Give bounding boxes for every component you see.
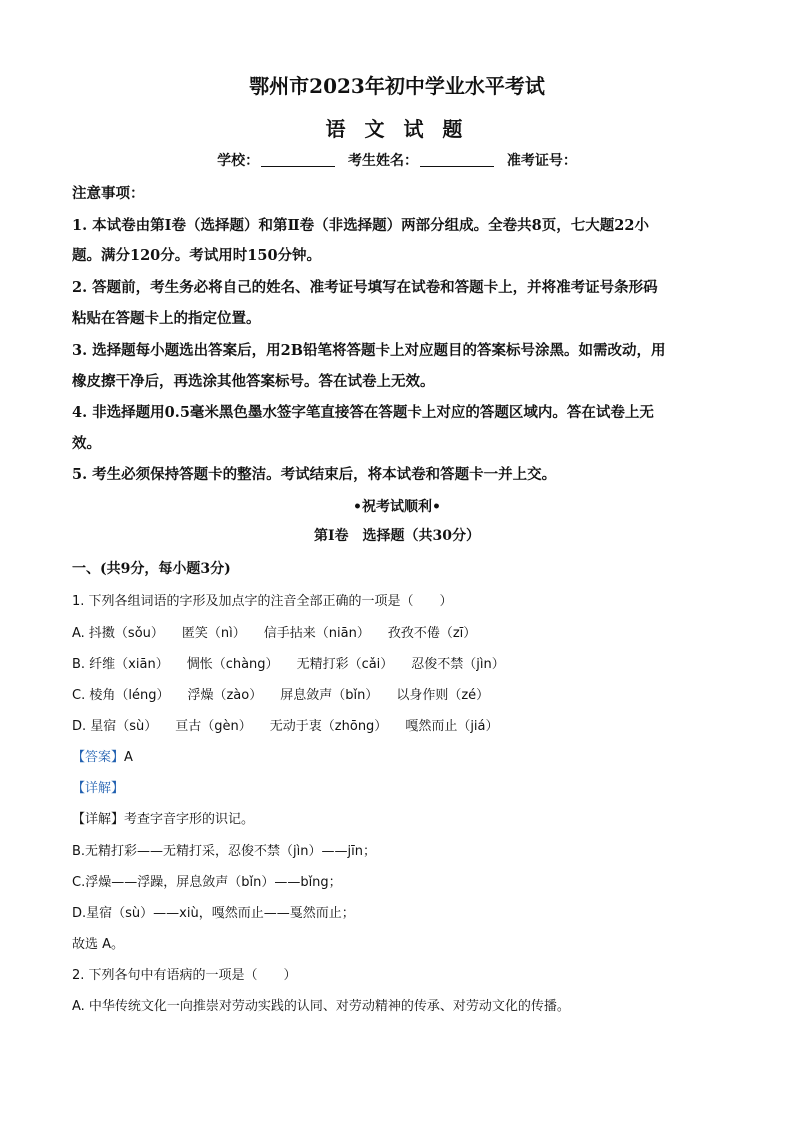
answer-tag: 【答案】 xyxy=(72,750,125,765)
question-2-stem: 2. 下列各句中有语病的一项是（ ） xyxy=(72,968,297,983)
detail-line: C.浮燥——浮躁，屏息敛声（bǐn）——bǐng； xyxy=(72,875,342,890)
option-word: 以身作则（zé） xyxy=(396,688,490,703)
part-one-heading: 一、(共9分，每小题3分) xyxy=(72,561,231,577)
school-label: 学校： xyxy=(217,153,260,169)
question-1-stem: 1. 下列各组词语的字形及加点字的注音全部正确的一项是（ ） xyxy=(72,594,453,609)
notice-line: 橡皮擦干净后，再选涂其他答案标号。答在试卷上无效。 xyxy=(72,373,435,390)
option-word: 无动于衷（zhōng） xyxy=(269,719,388,734)
notice-line: 粘贴在答题卡上的指定位置。 xyxy=(72,310,261,327)
option-word: 信手拈来（niān） xyxy=(263,626,370,641)
option-word: 嘎然而止（jiá） xyxy=(405,719,499,734)
detail-line: 【详解】考查字音字形的识记。 xyxy=(72,812,255,827)
notice-line: 5. 考生必须保持答题卡的整洁。考试结束后，将本试卷和答题卡一并上交。 xyxy=(72,466,557,483)
answer-value: A xyxy=(124,750,133,765)
notice-line: 题。满分120分。考试用时150分钟。 xyxy=(72,247,322,264)
detail-line: 故选 A。 xyxy=(72,937,125,952)
detail-line: D.星宿（sù）——xiù，嘎然而止——戛然而止； xyxy=(72,906,355,921)
exam-title: 鄂州市2023年初中学业水平考试 xyxy=(249,74,545,98)
option-word: 亘古（gèn） xyxy=(175,719,252,734)
subject-title: 语 文 试 题 xyxy=(325,117,469,141)
candidate-info xyxy=(0,150,794,170)
option-word: 屏息敛声（bǐn） xyxy=(280,688,379,703)
option-word: B. 纤维（xiān） xyxy=(72,657,169,672)
option-word: C. 棱角（léng） xyxy=(72,688,170,703)
detail-line: B.无精打彩——无精打采，忍俊不禁（jìn）——jīn； xyxy=(72,844,376,859)
question-1-option-d[interactable] xyxy=(72,715,724,734)
wish-line: •祝考试顺利• xyxy=(353,499,441,515)
option-word: 无精打彩（cǎi） xyxy=(296,657,394,672)
notice-heading: 注意事项： xyxy=(72,185,145,202)
option-word: 匿笑（nì） xyxy=(181,626,246,641)
question-1-answer xyxy=(72,746,724,765)
id-label: 准考证号： xyxy=(506,153,577,169)
question-2-option-a[interactable]: A. 中华传统文化一向推崇对劳动实践的认同、对劳动精神的传承、对劳动文化的传播。 xyxy=(72,999,570,1014)
option-word: 孜孜不倦（zī） xyxy=(387,626,477,641)
notice-line: 效。 xyxy=(72,435,101,452)
option-word: A. 抖擞（sǒu） xyxy=(72,626,164,641)
name-blank[interactable] xyxy=(420,152,494,167)
option-word: 惆怅（chàng） xyxy=(186,657,279,672)
option-word: D. 星宿（sù） xyxy=(72,719,158,734)
notice-line: 3. 选择题每小题选出答案后，用2B铅笔将答题卡上对应题目的答案标号涂黑。如需改动，用 xyxy=(72,342,666,359)
notice-line: 4. 非选择题用0.5毫米黑色墨水签字笔直接答在答题卡上对应的答题区域内。答在试卷上无 xyxy=(72,404,654,421)
question-1-option-b[interactable] xyxy=(72,653,724,672)
section-title: 第Ⅰ卷 选择题（共30分） xyxy=(313,528,481,544)
notice-line: 2. 答题前，考生务必将自己的姓名、准考证号填写在试卷和答题卡上，并将准考证号条形码 xyxy=(72,279,658,296)
school-blank[interactable] xyxy=(261,152,335,167)
question-1-option-a[interactable] xyxy=(72,622,724,641)
notice-line: 1. 本试卷由第Ⅰ卷（选择题）和第Ⅱ卷（非选择题）两部分组成。全卷共8页，七大题22小 xyxy=(72,217,649,234)
option-word: 忍俊不禁（jìn） xyxy=(411,657,505,672)
name-label: 考生姓名： xyxy=(348,153,418,169)
detail-tag: 【详解】 xyxy=(72,781,125,796)
question-1-option-c[interactable] xyxy=(72,684,724,703)
option-word: 浮燥（zào） xyxy=(187,688,263,703)
